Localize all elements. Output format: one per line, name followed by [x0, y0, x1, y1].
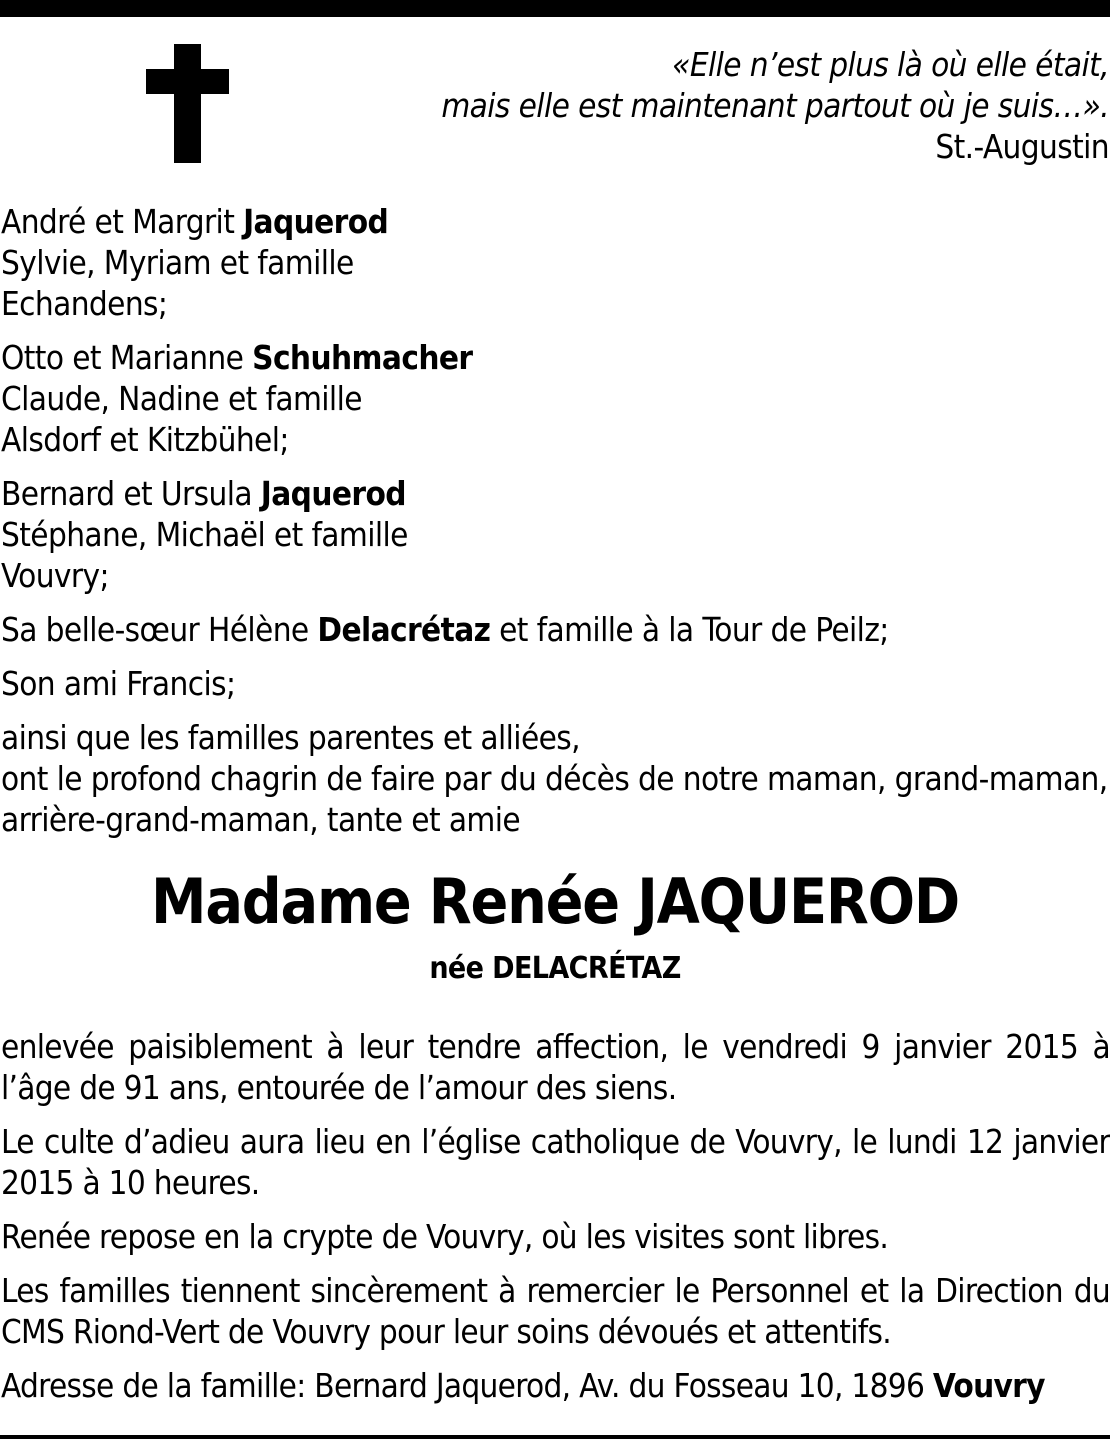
top-rule [0, 0, 1110, 17]
family-first-names: Otto et Marianne [1, 338, 244, 377]
family-block [1, 473, 1110, 596]
mourners-list [1, 201, 1110, 840]
family-address: Adresse de la famille: Bernard Jaquerod, Av. du Fosseau 10, 1896 Vouvry [1, 1366, 1045, 1405]
quote-author: St.-Augustin [935, 127, 1109, 166]
family-children: Sylvie, Myriam et famille [1, 243, 354, 282]
family-place: Alsdorf et Kitzbühel; [1, 420, 289, 459]
death-paragraph: enlevée paisiblement à leur tendre affection, le vendredi 9 janvier 2015 à l’âge de 91 ans, entourée de l’amour des siens. [1, 1027, 1110, 1107]
family-first-names: Bernard et Ursula [1, 474, 252, 513]
family-place: Echandens; [1, 284, 168, 323]
family-surname: Jaquerod [260, 474, 406, 513]
sister-in-law-surname: Delacrétaz [317, 610, 491, 649]
family-block [1, 337, 1110, 460]
rest-paragraph: Renée repose en la crypte de Vouvry, où les visites sont libres. [1, 1217, 889, 1256]
friend-line: Son ami Francis; [1, 664, 236, 703]
quote-line: mais elle est maintenant partout où je suis…». [441, 86, 1109, 125]
address-town: Vouvry [932, 1366, 1045, 1405]
family-first-names: André et Margrit [1, 202, 235, 241]
notice-details [1, 1026, 1110, 1406]
family-surname: Jaquerod [243, 202, 389, 241]
family-children: Claude, Nadine et famille [1, 379, 362, 418]
family-children: Stéphane, Michaël et famille [1, 515, 408, 554]
bottom-rule [0, 1435, 1110, 1439]
announcement: ainsi que les familles parentes et alliées, ont le profond chagrin de faire par du décès de notre maman, grand-maman, arrière-grand-maman, tante et amie [1, 718, 1108, 839]
sister-in-law-line: Sa belle-sœur Hélène Delacrétaz et famille à la Tour de Peilz; [1, 610, 889, 649]
family-block [1, 201, 1110, 324]
maiden-name: née DELACRÉTAZ [429, 951, 681, 986]
cross-icon [146, 44, 229, 163]
family-surname: Schuhmacher [252, 338, 473, 377]
family-place: Vouvry; [1, 556, 109, 595]
quote-line: «Elle n’est plus là où elle était, [672, 45, 1109, 84]
epigraph-quote [349, 44, 1109, 167]
thanks-paragraph: Les familles tiennent sincèrement à remercier le Personnel et la Direction du CMS Riond-Vert de Vouvry pour leur soins dévoués et attentifs. [1, 1271, 1110, 1351]
service-paragraph: Le culte d’adieu aura lieu en l’église catholique de Vouvry, le lundi 12 janvier 2015 à 10 heures. [1, 1122, 1110, 1202]
deceased-name: Madame Renée JAQUEROD [151, 865, 959, 938]
